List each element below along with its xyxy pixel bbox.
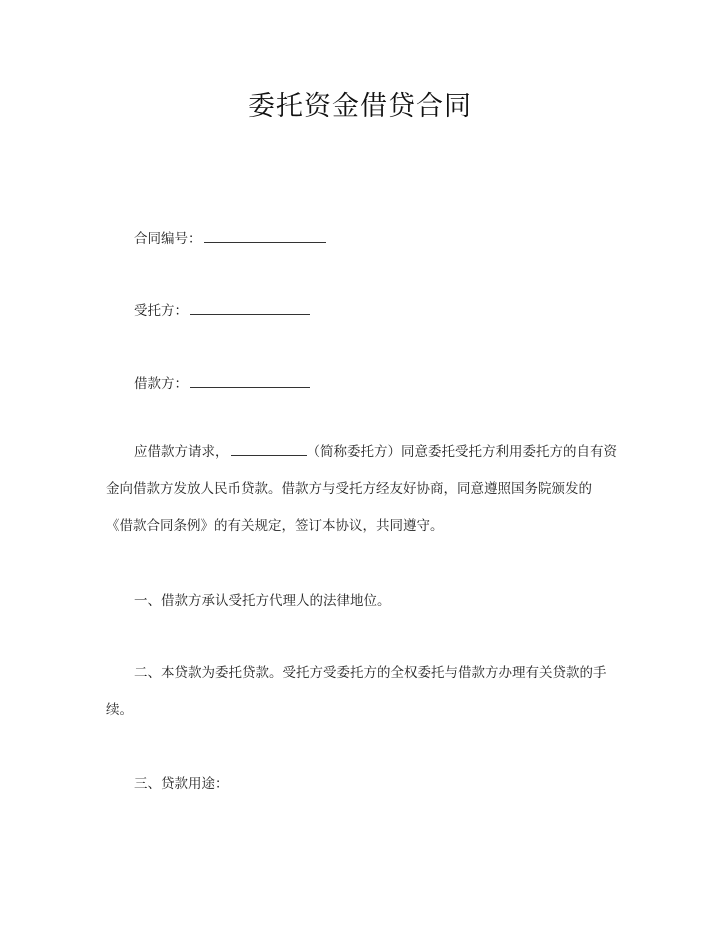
field-trustee — [134, 299, 310, 319]
clause-2 — [106, 655, 618, 729]
clause-3 — [106, 766, 618, 803]
preamble-paragraph — [106, 434, 618, 545]
field-label: 受托方： — [134, 303, 188, 319]
trustee-blank[interactable] — [190, 300, 310, 315]
entrusting-party-blank[interactable] — [231, 441, 307, 456]
field-borrower — [134, 372, 310, 392]
clause-text: 三、贷款用途： — [134, 776, 229, 792]
field-label: 合同编号： — [134, 231, 202, 247]
preamble-part2: （简称委托方）同意委托受托方利用委托方的自有资金向借款方发放人民币贷款。借款方与受托方经友好协商，同意遵照国务院颁发的《借款合同条例》的有关规定，签订本协议，共同遵守。 — [106, 444, 617, 534]
clause-text: 二、本贷款为委托贷款。受托方受委托方的全权委托与借款方办理有关贷款的手续。 — [106, 665, 607, 718]
contract-number-blank[interactable] — [204, 228, 326, 243]
document-title: 委托资金借贷合同 — [248, 91, 472, 122]
borrower-blank[interactable] — [190, 373, 310, 388]
preamble-part1: 应借款方请求， — [134, 444, 229, 460]
field-label: 借款方： — [134, 376, 188, 392]
clause-text: 一、借款方承认受托方代理人的法律地位。 — [134, 593, 391, 609]
clause-1 — [106, 583, 618, 620]
field-contract-number — [134, 227, 326, 247]
